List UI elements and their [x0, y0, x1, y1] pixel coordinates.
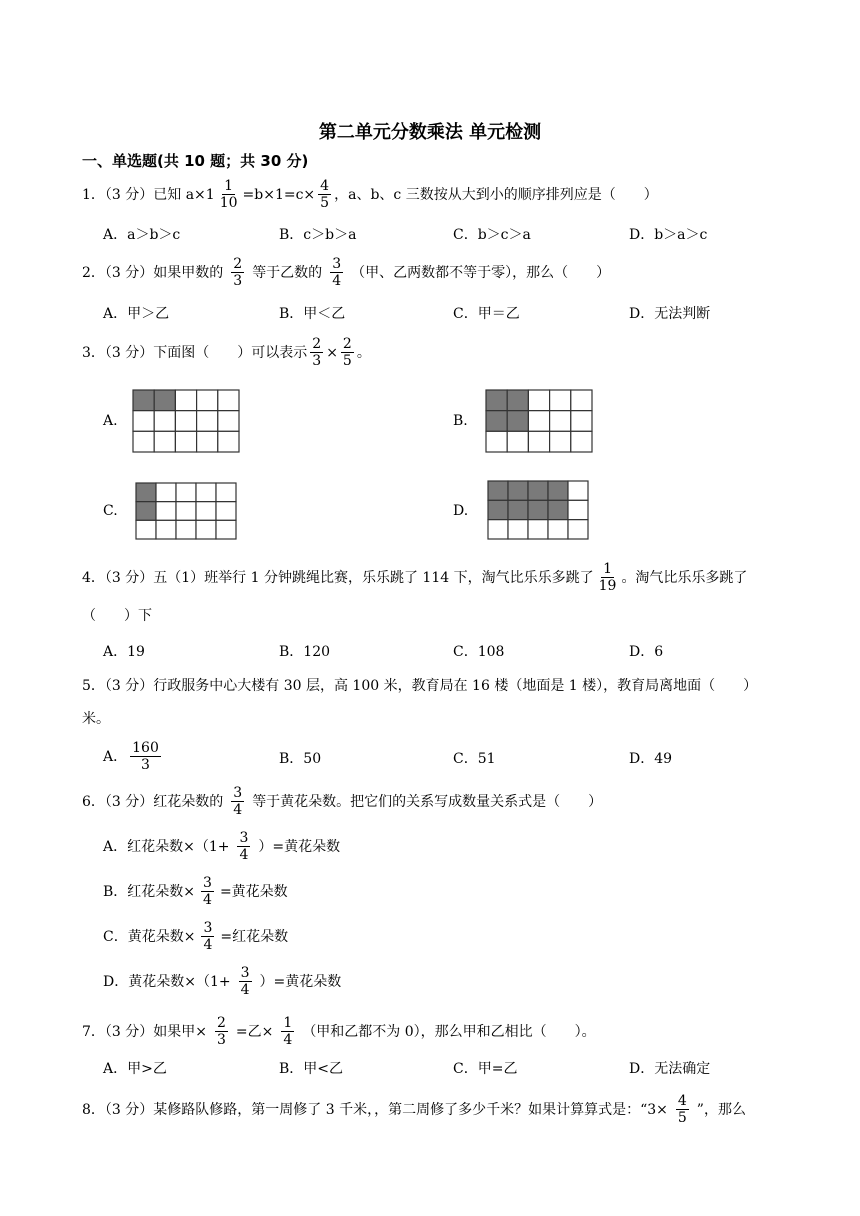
grid-cell [568, 481, 588, 500]
q6-option-a-text-2: ）=黄花朵数 [258, 838, 341, 855]
grid-cell [571, 431, 592, 452]
q1-text-c: ，a、b、c 三数按从大到小的顺序排列应是（ ） [334, 186, 658, 203]
grid-cell [216, 502, 236, 521]
q1-option-a: A．a＞b＞c [103, 227, 181, 243]
grid-cell [550, 390, 571, 411]
q3-option-d-label: D. [453, 503, 469, 519]
q1-fraction-2: $\frac{4}{5}$ [320, 178, 330, 211]
grid-cell [156, 502, 176, 521]
q2-text-b: 等于乙数的 [252, 264, 323, 281]
grid-cell [133, 411, 154, 432]
grid-cell [550, 411, 571, 432]
grid-cell [196, 502, 216, 521]
grid-cell [550, 431, 571, 452]
q5-option-d: D．49 [629, 751, 673, 767]
question-7-stem [82, 1015, 596, 1048]
grid-cell [197, 411, 218, 432]
q8-text-b: ”，那么 [696, 1101, 746, 1118]
grid-cell-shaded [507, 390, 528, 411]
grid-cell-shaded [488, 481, 508, 500]
grid-cell [571, 390, 592, 411]
grid-cell-shaded [508, 500, 528, 519]
q1-option-d: D．b＞a＞c [629, 227, 708, 243]
grid-cell [216, 483, 236, 502]
q6-option-b-text-1: B．红花朵数× [103, 883, 196, 900]
q3-option-b-label: B. [453, 413, 468, 429]
q7-text-b: =乙× [235, 1023, 274, 1040]
q4-option-c: C．108 [453, 644, 505, 660]
q2-option-c: C．甲＝乙 [453, 306, 520, 322]
q1-option-b: B．c＞b＞a [279, 227, 357, 243]
grid-cell [571, 411, 592, 432]
q3-option-c-label: C. [103, 503, 118, 519]
q2-fraction-2: $\frac{3}{4}$ [332, 256, 342, 289]
grid-cell [176, 520, 196, 539]
grid-cell [197, 431, 218, 452]
q6-option-a-text-1: A．红花朵数×（1+ [103, 838, 230, 855]
q5-option-a [103, 740, 164, 773]
grid-cell-shaded [507, 411, 528, 432]
q7-option-d: D．无法确定 [629, 1061, 711, 1077]
q8-text-a: 8．（3 分）某修路队修路，第一周修了 3 千米，，第二周修了多少千米？如果计算算式是：“3× [82, 1101, 668, 1118]
q6-option-c-text-2: =红花朵数 [220, 928, 289, 945]
q3-times: × [326, 344, 338, 361]
grid-cell [528, 520, 548, 539]
q3-text-a: 3．（3 分）下面图（ ）可以表示 [82, 344, 308, 361]
q1-text-a: 1．（3 分）已知 a×1 [82, 186, 215, 203]
grid-cell [218, 390, 239, 411]
q6-option-c-fraction: $\frac{3}{4}$ [203, 920, 213, 953]
q5-option-b: B．50 [279, 751, 322, 767]
grid-cell [156, 483, 176, 502]
q3-grid-c [135, 482, 237, 540]
grid-cell-shaded [488, 500, 508, 519]
grid-cell [568, 520, 588, 539]
q4-option-d: D．6 [629, 644, 664, 660]
grid-cell [176, 502, 196, 521]
grid-cell [528, 431, 549, 452]
grid-cell-shaded [486, 411, 507, 432]
q3-grid-b [485, 389, 593, 453]
grid-cell [175, 390, 196, 411]
grid-cell-shaded [133, 390, 154, 411]
grid-cell [196, 483, 216, 502]
question-3-stem [82, 336, 371, 369]
q2-fraction-1: $\frac{2}{3}$ [233, 256, 243, 289]
grid-cell-shaded [136, 502, 156, 521]
q2-text-a: 2．（3 分）如果甲数的 [82, 264, 224, 281]
q6-text-a: 6．（3 分）红花朵数的 [82, 793, 224, 810]
grid-cell [133, 431, 154, 452]
q6-option-a-fraction: $\frac{3}{4}$ [239, 830, 249, 863]
grid-cell-shaded [154, 390, 175, 411]
q5-option-a-label: A． [103, 748, 128, 765]
q6-fraction-1: $\frac{3}{4}$ [233, 785, 243, 818]
q6-option-d-text-1: D．黄花朵数×（1+ [103, 973, 231, 990]
q3-grid-d [487, 480, 589, 540]
grid-cell-shaded [136, 483, 156, 502]
grid-cell [568, 500, 588, 519]
q3-fraction-1: $\frac{2}{3}$ [312, 336, 322, 369]
q4-fraction-1: $\frac{1}{19}$ [598, 561, 617, 594]
q1-option-c: C．b＞c＞a [453, 227, 531, 243]
grid-cell [154, 431, 175, 452]
grid-cell-shaded [548, 500, 568, 519]
grid-cell [218, 411, 239, 432]
q7-fraction-1: $\frac{2}{3}$ [217, 1015, 226, 1048]
q6-option-d-fraction: $\frac{3}{4}$ [240, 965, 250, 998]
q3-fraction-2: $\frac{2}{5}$ [342, 336, 352, 369]
q2-text-c: （甲、乙两数都不等于零），那么（ ） [351, 264, 611, 281]
grid-cell [175, 431, 196, 452]
q7-fraction-2: $\frac{1}{4}$ [283, 1015, 293, 1048]
grid-cell [507, 431, 528, 452]
grid-cell-shaded [508, 481, 528, 500]
q7-option-c: C．甲=乙 [453, 1061, 518, 1077]
q5-option-a-fraction: $\frac{160}{3}$ [132, 740, 159, 773]
q3-option-a-label: A. [103, 413, 118, 429]
grid-cell [486, 431, 507, 452]
q4-line-2: （ ）下 [82, 608, 152, 624]
q2-option-b: B．甲＜乙 [279, 306, 346, 322]
question-5-stem: 5．（3 分）行政服务中心大楼有 30 层，高 100 米，教育局在 16 楼（地面是 1 楼），教育局离地面（ ） [82, 678, 758, 694]
question-1-stem [82, 178, 658, 211]
q7-option-b: B．甲<乙 [279, 1061, 344, 1077]
q7-option-a: A．甲>乙 [103, 1061, 167, 1077]
grid-cell [175, 411, 196, 432]
grid-cell [154, 411, 175, 432]
q6-option-d [103, 965, 341, 998]
grid-cell [548, 520, 568, 539]
grid-cell [136, 520, 156, 539]
page-title: 第二单元分数乘法 单元检测 [318, 122, 542, 143]
q4-text-b: 。淘气比乐乐多跳了 [621, 569, 748, 586]
q2-option-a: A．甲＞乙 [103, 306, 170, 322]
question-8-stem [82, 1093, 746, 1126]
q2-option-d: D．无法判断 [629, 306, 711, 322]
grid-cell-shaded [528, 481, 548, 500]
q1-fraction-1: $\frac{1}{10}$ [219, 178, 238, 211]
q6-option-a [103, 830, 340, 863]
q8-fraction-1: $\frac{4}{5}$ [677, 1093, 687, 1126]
grid-cell [488, 520, 508, 539]
q6-option-d-text-2: ）=黄花朵数 [259, 973, 342, 990]
q4-option-a: A．19 [103, 644, 145, 660]
q4-option-b: B．120 [279, 644, 331, 660]
q6-text-b: 等于黄花朵数。把它们的关系写成数量关系式是（ ） [252, 793, 603, 810]
q5-line-2: 米。 [82, 711, 110, 727]
question-6-stem [82, 785, 602, 818]
grid-cell [528, 411, 549, 432]
question-4-stem [82, 561, 747, 594]
q7-text-a: 7．（3 分）如果甲× [82, 1023, 207, 1040]
q6-option-b-text-2: =黄花朵数 [219, 883, 288, 900]
q4-text-a: 4．（3 分）五（1）班举行 1 分钟跳绳比赛，乐乐跳了 114 下，淘气比乐乐多跳了 [82, 569, 594, 586]
grid-cell [218, 431, 239, 452]
grid-cell-shaded [548, 481, 568, 500]
q1-text-b: =b×1=c× [242, 186, 316, 203]
grid-cell [528, 390, 549, 411]
q6-option-b-fraction: $\frac{3}{4}$ [203, 875, 212, 908]
question-2-stem [82, 256, 610, 289]
grid-cell [508, 520, 528, 539]
grid-cell [197, 390, 218, 411]
grid-cell [216, 520, 236, 539]
section-heading: 一、单选题(共 10 题；共 30 分) [82, 152, 309, 170]
grid-cell-shaded [486, 390, 507, 411]
q6-option-b [103, 875, 288, 908]
q6-option-c [103, 920, 288, 953]
q5-option-c: C．51 [453, 751, 496, 767]
q3-grid-a [132, 389, 240, 453]
grid-cell [176, 483, 196, 502]
grid-cell [196, 520, 216, 539]
q3-text-c: 。 [356, 344, 371, 361]
grid-cell-shaded [528, 500, 548, 519]
q6-option-c-text-1: C．黄花朵数× [103, 928, 196, 945]
q7-text-c: （甲和乙都不为 0），那么甲和乙相比（ ）。 [302, 1023, 596, 1040]
grid-cell [156, 520, 176, 539]
